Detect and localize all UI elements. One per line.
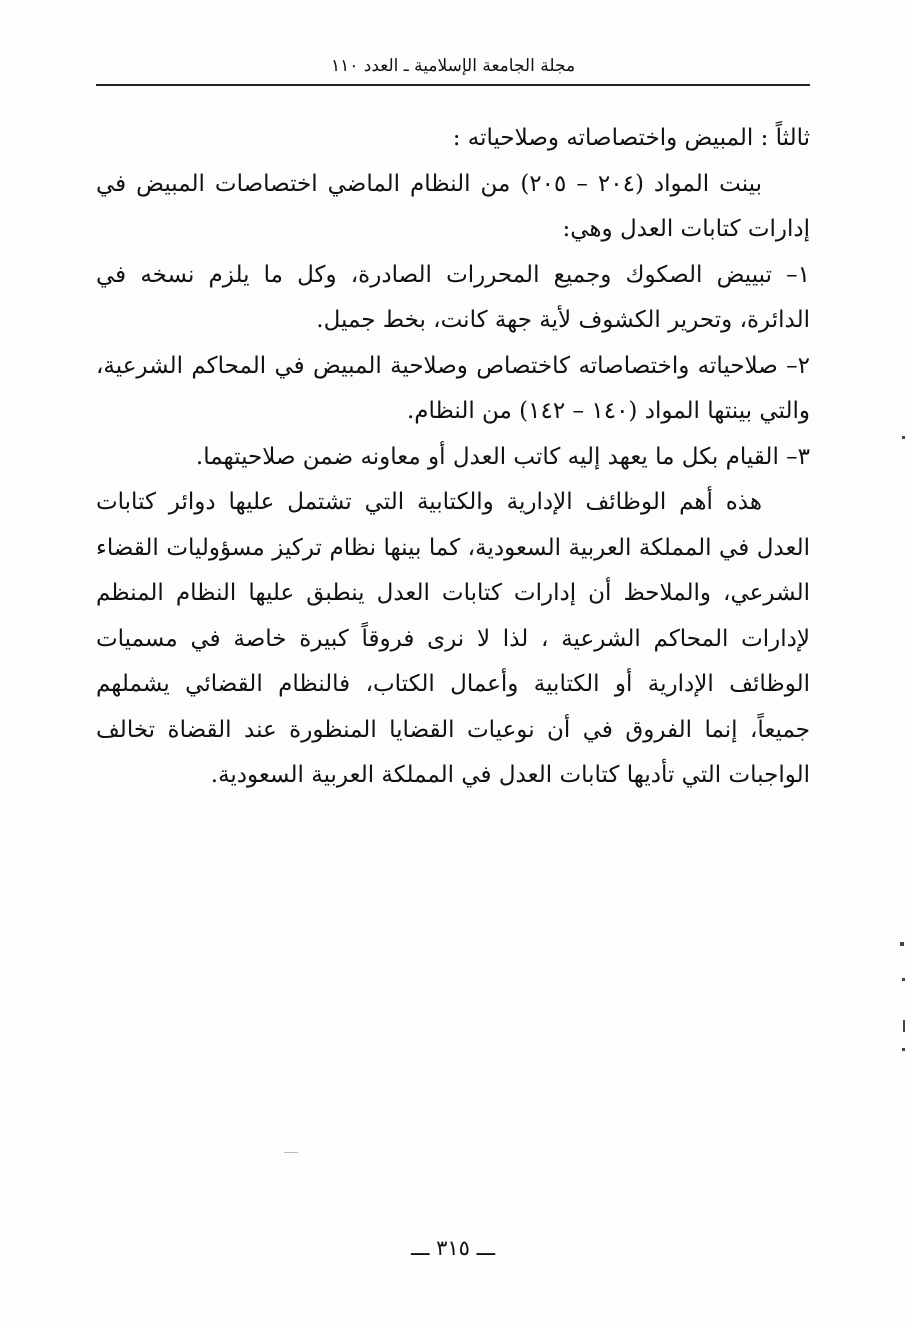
- scan-mark: [902, 978, 905, 981]
- header-rule: [96, 84, 810, 86]
- scan-mark: [902, 436, 905, 439]
- closing-paragraph: هذه أهم الوظائف الإدارية والكتابية التي تشتمل عليها دوائر كتابات العدل في المملكة العربية السعودية، كما بينها نظام تركيز مسؤوليات القضاء الشرعي، والملاحظ أن إدارات كتابات العدل ينطبق عليها النظام المنظم لإدارات المحاكم الشرعية ، لذا لا نرى فروقاً كبيرة خاصة في مسميات الوظائف الإدارية أو الكتابية وأعمال الكتاب، فالنظام القضائي يشملهم جميعاً، إنما الفروق في أن نوعيات القضايا المنظورة عند القضاة تخالف الواجبات التي تأديها كتابات العدل في المملكة العربية السعودية.: [96, 489, 810, 788]
- list-item-3: ٣– القيام بكل ما يعهد إليه كاتب العدل أو معاونه ضمن صلاحيتهما.: [195, 443, 810, 470]
- scan-mark: [284, 1152, 298, 1153]
- scan-mark: [900, 942, 904, 946]
- body-text: [96, 116, 810, 799]
- list-item-2: ٢– صلاحياته واختصاصاته كاختصاص وصلاحية المبيض في المحاكم الشرعية، والتي بينتها المواد (١٤٠ – ١٤٢) من النظام.: [96, 352, 810, 424]
- page-number: ـــ ٣١٥ ـــ: [410, 1236, 496, 1260]
- intro-paragraph: بينت المواد (٢٠٤ – ٢٠٥) من النظام الماضي اختصاصات المبيض في إدارات كتابات العدل وهي:: [96, 170, 810, 242]
- list-item-1: ١– تبييض الصكوك وجميع المحررات الصادرة، وكل ما يلزم نسخه في الدائرة، وتحرير الكشوف لأية جهة كانت، بخط جميل.: [96, 261, 810, 333]
- running-header: مجلة الجامعة الإسلامية ـ العدد ١١٠: [330, 56, 576, 76]
- scan-mark: [903, 1020, 905, 1032]
- scan-mark: [902, 1048, 905, 1051]
- section-heading: ثالثاً : المبيض واختصاصاته وصلاحياته :: [452, 125, 810, 151]
